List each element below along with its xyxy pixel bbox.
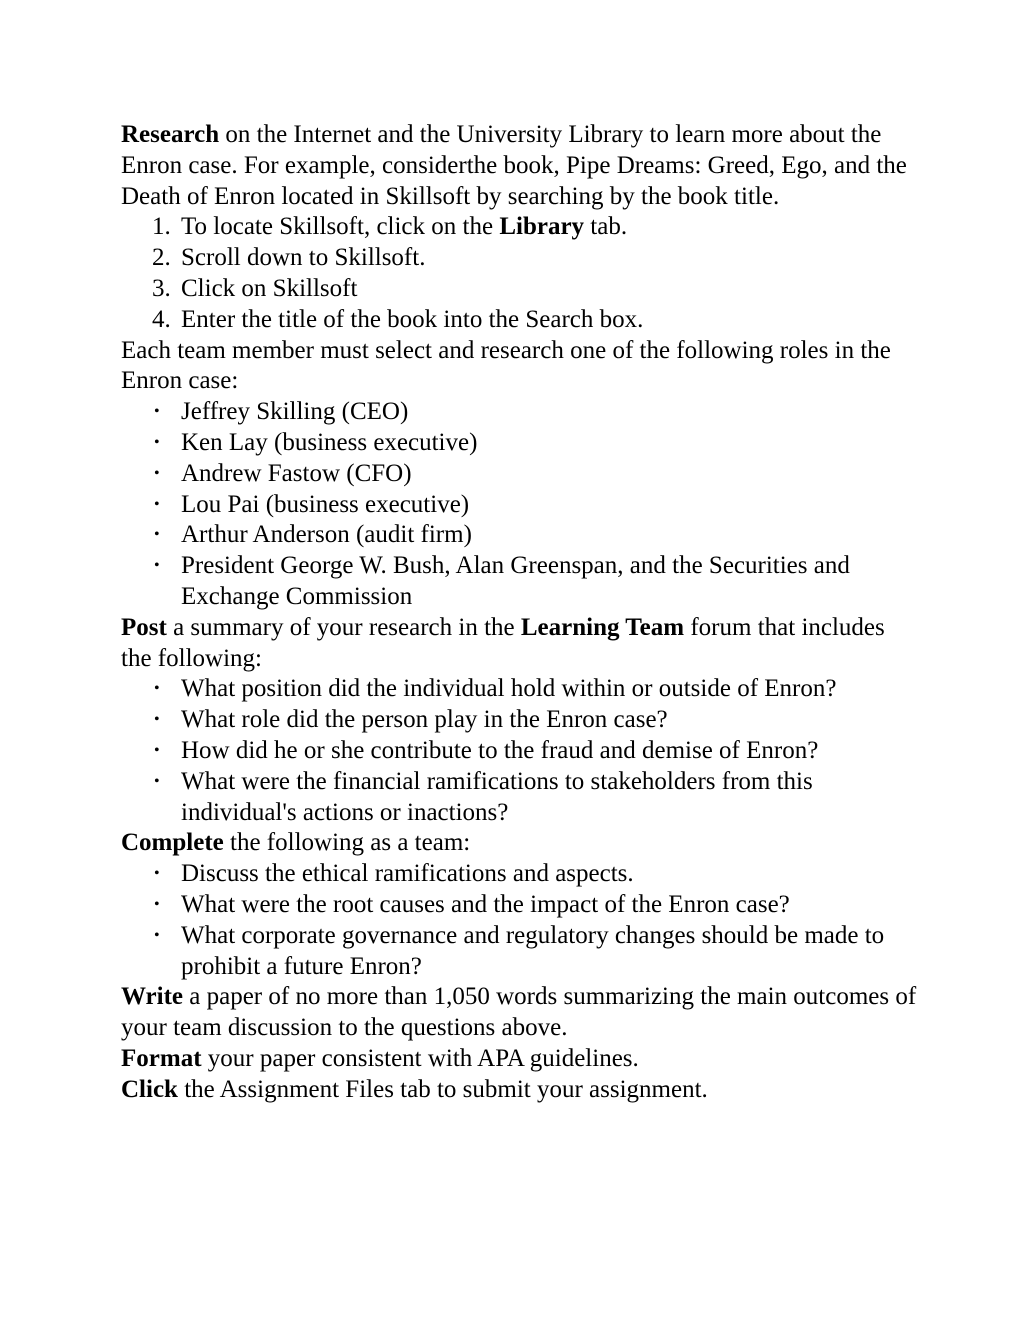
step-bold: Library <box>499 213 585 241</box>
post-bold: Learning Team <box>520 613 685 641</box>
complete-text: the following as a team: <box>223 829 471 857</box>
step-text: Scroll down to Skillsoft. <box>181 244 426 272</box>
intro-text: on the Internet and the University Library to learn more about the Enron case. For example, considerthe book, Pipe Dreams: Greed, Ego, and the Death of Enron located in Skillsoft by searching by the book title. <box>121 121 907 210</box>
steps-list <box>121 212 921 335</box>
list-item-text: Ken Lay (business executive) <box>181 428 478 456</box>
bullet-icon: • <box>154 680 160 698</box>
bullet-icon: • <box>154 403 160 421</box>
post-lead: Post <box>121 613 167 641</box>
bullet-icon: • <box>154 895 160 913</box>
bullet-icon: • <box>154 711 160 729</box>
step-text: Enter the title of the book into the Search box. <box>181 305 644 333</box>
format-lead: Format <box>121 1044 202 1072</box>
list-item-text: What were the financial ramifications to stakeholders from this individual's actions or inactions? <box>181 767 813 826</box>
bullet-icon: • <box>154 526 160 544</box>
list-item <box>121 890 921 921</box>
step-number: 2. <box>152 244 171 272</box>
complete-lead: Complete <box>121 829 224 857</box>
list-item-text: What were the root causes and the impact of the Enron case? <box>181 890 790 918</box>
list-item <box>121 674 921 705</box>
bullet-icon: • <box>154 865 160 883</box>
bullet-icon: • <box>154 741 160 759</box>
list-item-text: How did he or she contribute to the fraud and demise of Enron? <box>181 736 819 764</box>
bullet-icon: • <box>154 433 160 451</box>
list-item <box>121 705 921 736</box>
click-lead: Click <box>121 1075 178 1103</box>
list-item <box>121 767 921 829</box>
list-item-text: Jeffrey Skilling (CEO) <box>181 398 409 426</box>
list-item-text: Arthur Anderson (audit firm) <box>181 521 472 549</box>
step-text: To locate Skillsoft, click on the <box>181 213 500 241</box>
step-item <box>121 243 921 274</box>
post-questions-list <box>121 674 921 828</box>
post-paragraph <box>121 613 921 675</box>
step-number: 3. <box>152 274 171 302</box>
list-item <box>121 736 921 767</box>
list-item <box>121 921 921 983</box>
bullet-icon: • <box>154 557 160 575</box>
bullet-icon: • <box>154 772 160 790</box>
post-text: forum that includes the following: <box>121 613 885 672</box>
bullet-icon: • <box>154 926 160 944</box>
list-item <box>121 459 921 490</box>
bullet-icon: • <box>154 464 160 482</box>
step-text: tab. <box>584 213 628 241</box>
list-item <box>121 859 921 890</box>
bullet-icon: • <box>154 495 160 513</box>
complete-paragraph <box>121 828 921 859</box>
format-text: your paper consistent with APA guidelines. <box>201 1044 639 1072</box>
list-item-text: What role did the person play in the Enron case? <box>181 706 668 734</box>
write-text: a paper of no more than 1,050 words summarizing the main outcomes of your team discussion to the questions above. <box>121 983 917 1042</box>
list-item <box>121 551 921 613</box>
intro-paragraph <box>121 120 921 212</box>
list-item <box>121 397 921 428</box>
format-paragraph <box>121 1044 921 1075</box>
step-item <box>121 305 921 336</box>
list-item <box>121 520 921 551</box>
list-item-text: Discuss the ethical ramifications and aspects. <box>181 860 634 888</box>
write-lead: Write <box>121 983 184 1011</box>
intro-lead: Research <box>121 121 220 148</box>
list-item-text: What corporate governance and regulatory changes should be made to prohibit a future Enron? <box>181 921 885 980</box>
list-item-text: Andrew Fastow (CFO) <box>181 459 412 487</box>
list-item-text: What position did the individual hold within or outside of Enron? <box>181 675 837 703</box>
click-text: the Assignment Files tab to submit your assignment. <box>177 1075 708 1103</box>
step-number: 1. <box>152 213 171 241</box>
roles-intro: Each team member must select and research one of the following roles in the Enron case: <box>121 336 891 395</box>
list-item <box>121 428 921 459</box>
step-item <box>121 274 921 305</box>
step-text: Click on Skillsoft <box>181 274 358 302</box>
list-item-text: Lou Pai (business executive) <box>181 490 470 518</box>
document-page <box>121 120 921 1106</box>
step-item <box>121 212 921 243</box>
write-paragraph <box>121 982 921 1044</box>
list-item <box>121 490 921 521</box>
post-text: a summary of your research in the <box>166 613 521 641</box>
team-items-list <box>121 859 921 982</box>
roles-list <box>121 397 921 613</box>
click-paragraph <box>121 1075 921 1106</box>
step-number: 4. <box>152 305 171 333</box>
list-item-text: President George W. Bush, Alan Greenspan, and the Securities and Exchange Commission <box>181 552 850 610</box>
